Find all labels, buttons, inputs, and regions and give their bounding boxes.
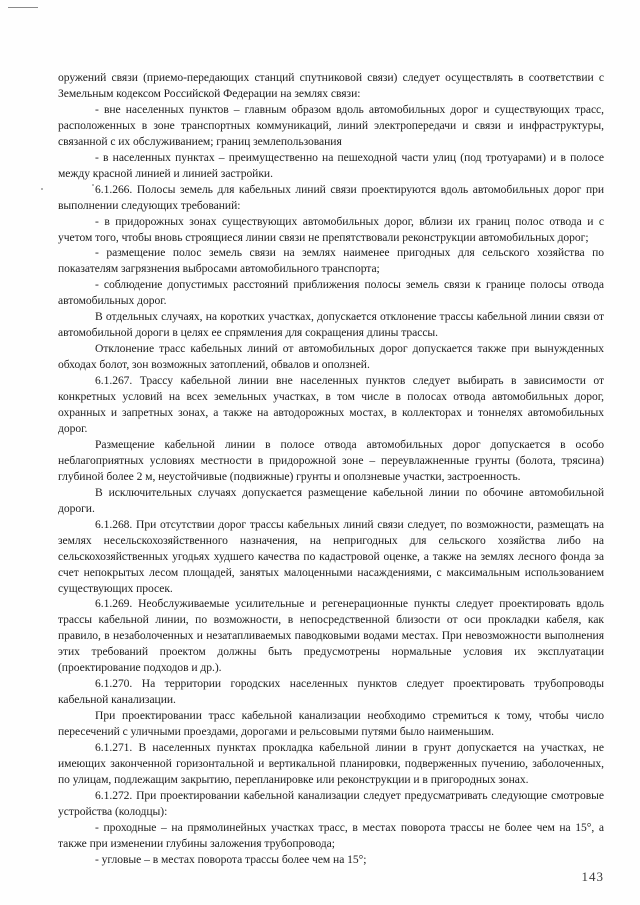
document-body: [58, 70, 604, 868]
clause-6-1-267: 6.1.267. Трассу кабельной линии вне населенных пунктов следует выбирать в зависимости от конкретных условий на всех земельных участках, в том числе в полосах отвода автомобильных дорог, охранных и запретных зонах, а также на автодорожных мостах, в коллекторах и тоннелях автомобильных дорог.: [58, 374, 604, 435]
clause-6-1-266: 6.1.266. Полосы земель для кабельных линий связи проектируются вдоль автомобильных дорог при выполнении следующих требований:: [58, 182, 604, 212]
paragraph: В исключительных случаях допускается размещение кабельной линии по обочине автомобильной дороги.: [58, 485, 604, 515]
clause-6-1-272: 6.1.272. При проектировании кабельной канализации следует предусматривать следующие смотровые устройства (колодцы):: [58, 788, 604, 818]
list-item: - проходные – на прямолинейных участках трасс, в местах поворота трассы не более чем на 15°, а также при изменении глубины заложения трубопровода;: [58, 820, 604, 850]
clause-6-1-270: 6.1.270. На территории городских населенных пунктов следует проектировать трубопроводы кабельной канализации.: [58, 677, 604, 707]
paragraph: оружений связи (приемо-передающих станций спутниковой связи) следует осуществлять в соответствии с Земельным кодексом Российской Федерации на землях связи:: [58, 71, 604, 100]
clause-6-1-268: 6.1.268. При отсутствии дорог трассы кабельных линий связи следует, по возможности, размещать на землях несельскохозяйственного назначения, на непригодных для сельского хозяйства либо на сельскохозяйственных угодьях худшего качества по кадастровой оценке, а также на землях лесного фонда за счет непокрытых лесом площадей, занятых малоценными насаждениями, с максимальным использованием существующих просек.: [58, 517, 604, 595]
list-item: - соблюдение допустимых расстояний приближения полосы земель связи к границе полосы отвода автомобильных дорог.: [58, 278, 604, 308]
list-item: - вне населенных пунктов – главным образом вдоль автомобильных дорог и существующих трасс, расположенных в зоне транспортных коммуникаций, линий электропередачи и связи и инфраструктуры, связанной с их обслуживанием; границ землепользования: [58, 102, 604, 148]
paragraph: Отклонение трасс кабельных линий от автомобильных дорог допускается также при вынужденных обходах болот, зон возможных затоплений, обвалов и оползней.: [58, 342, 604, 372]
list-item: - угловые – в местах поворота трассы более чем на 15°;: [95, 852, 367, 866]
paragraph: В отдельных случаях, на коротких участках, допускается отклонение трассы кабельной линии связи от автомобильной дороги в целях ее спрямления для сокращения длины трассы.: [58, 310, 604, 340]
clause-6-1-269: 6.1.269. Необслуживаемые усилительные и регенерационные пункты следует проектировать вдоль трассы кабельной линии, по возможности, в непосредственной близости от оси прокладки кабеля, как правило, в незаболоченных и незатапливаемых паводковыми водами местах. При невозможности выполнения этих требований проектом должны быть предусмотрены нормальные условия их эксплуатации (проектирование подходов и др.).: [58, 597, 604, 675]
list-item: - в придорожных зонах существующих автомобильных дорог, вблизи их границ полос отвода и с учетом того, чтобы вновь строящиеся линии связи не препятствовали реконструкции автомобильных дорог;: [58, 214, 604, 244]
scan-artifact-dot: [41, 188, 43, 190]
list-item: - размещение полос земель связи на землях наименее пригодных для сельского хозяйства по показателям загрязнения выбросами автомобильного транспорта;: [58, 246, 604, 276]
page-number: 143: [581, 869, 604, 884]
list-item: - в населенных пунктах – преимущественно на пешеходной части улиц (под тротуарами) и в полосе между красной линией и линией застройки.: [58, 150, 604, 180]
paragraph: При проектировании трасс кабельной канализации необходимо стремиться к тому, чтобы число пересечений с уличными проездами, дорогами и рельсовыми путями было наименьшим.: [58, 709, 604, 739]
scan-artifact-line: [8, 7, 38, 8]
clause-6-1-271: 6.1.271. В населенных пунктах прокладка кабельной линии в грунт допускается на участках, не имеющих законченной горизонтальной и вертикальной планировки, подверженных пучению, заболоченных, по улицам, подлежащим закрытию, перепланировке или реконструкции и в пригородных зонах.: [58, 741, 604, 786]
paragraph: Размещение кабельной линии в полосе отвода автомобильных дорог допускается в особо неблагоприятных условиях местности в придорожной зоне – переувлажненные грунты (болота, трясина) глубиной более 2 м, неустойчивые (подвижные) грунты и оползневые участки, застроенность.: [58, 437, 604, 483]
